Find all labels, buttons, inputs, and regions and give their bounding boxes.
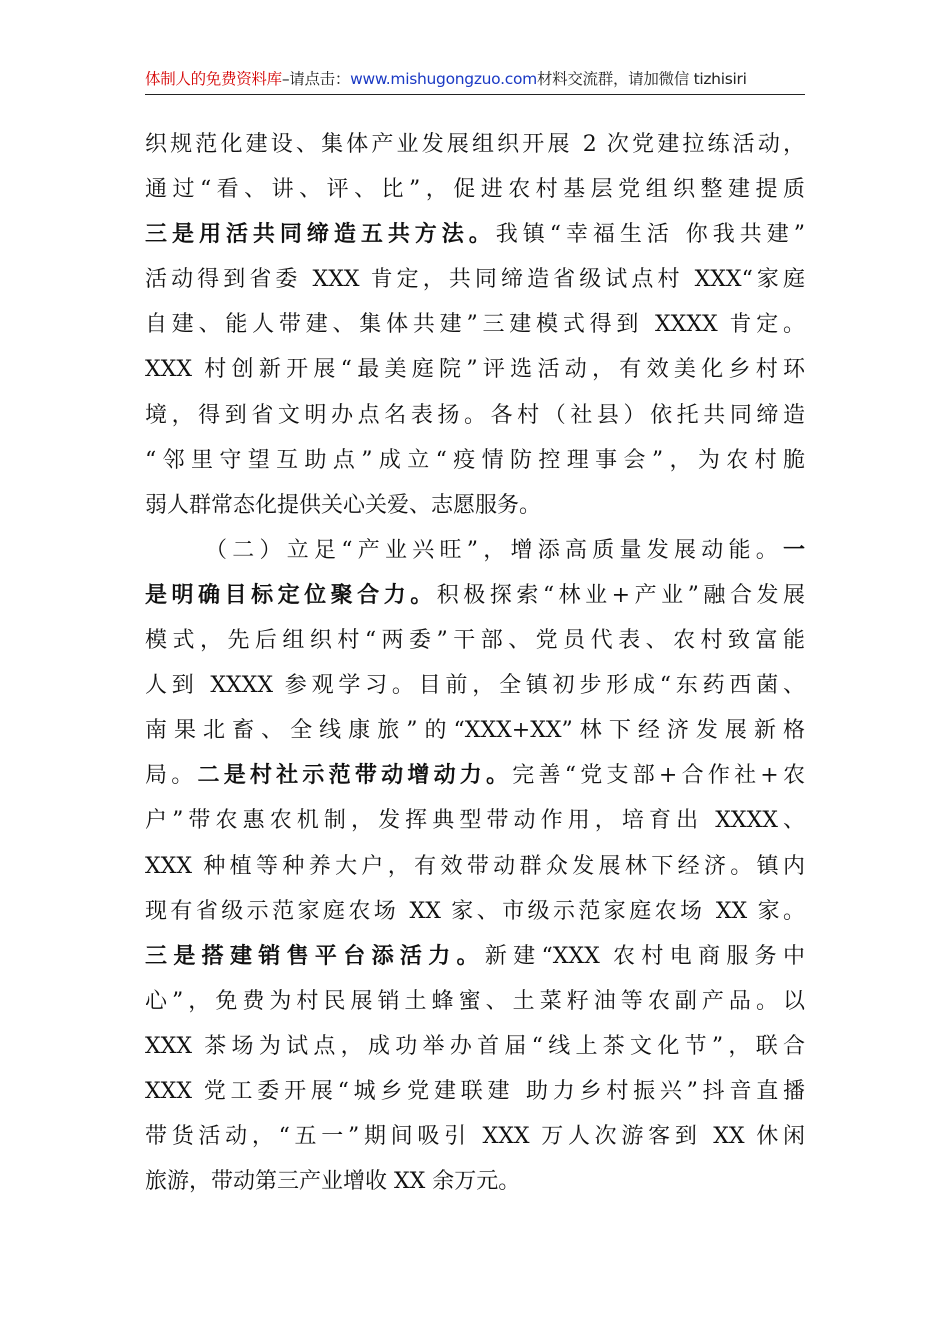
text-run: 积极探索“林业+产业”融合发展	[436, 582, 805, 608]
text-run: XXX 党工委开展“城乡党建联建 助力乡村振兴”抖音直播	[145, 1078, 805, 1104]
text-run: 心”，免费为村民展销土蜂蜜、土菜籽油等农副产品。以	[145, 988, 805, 1014]
text-run: 人到 XXXX 参观学习。目前，全镇初步形成“东药西菌、	[145, 673, 805, 699]
text-run: 自建、能人带建、集体共建”三建模式得到 XXXX 肯定。	[145, 312, 805, 338]
text-line	[145, 1159, 805, 1204]
text-line	[145, 708, 805, 753]
text-line	[145, 438, 805, 483]
page-header	[145, 66, 805, 95]
text-run: 局。	[145, 763, 198, 789]
document-body	[145, 122, 805, 1204]
text-line	[145, 1069, 805, 1114]
text-line	[145, 663, 805, 708]
text-run: XXX 村创新开展“最美庭院”评选活动，有效美化乡村环	[145, 357, 805, 383]
text-run: 模式，先后组织村“两委”干部、党员代表、农村致富能	[145, 628, 805, 654]
text-run: 境，得到省文明办点名表扬。各村（社县）依托共同缔造	[145, 402, 805, 428]
text-run: 旅游，带动第三产业增收 XX 余万元。	[145, 1169, 521, 1195]
text-line	[145, 844, 805, 889]
bold-heading-run: 一	[782, 536, 805, 563]
text-run: 弱人群常态化提供关心关爱、志愿服务。	[145, 492, 542, 518]
text-line	[145, 257, 805, 302]
text-run: 带货活动，“五一”期间吸引 XXX 万人次游客到 XX 休闲	[145, 1124, 805, 1150]
text-line	[145, 347, 805, 392]
text-run: 完善“党支部+合作社+农	[512, 763, 805, 789]
text-line	[145, 393, 805, 438]
text-line	[145, 979, 805, 1024]
text-run: “邻里守望互助点”成立“疫情防控理事会”，为农村脆	[145, 447, 805, 473]
text-run: XXX 种植等种养大户，有效带动群众发展林下经济。镇内	[145, 853, 805, 879]
text-run: 我镇“幸福生活 你我共建”	[495, 222, 805, 248]
text-run: 通过“看、讲、评、比”，促进农村基层党组织整建提质	[145, 177, 805, 203]
header-contact: 材料交流群，请加微信 tizhisiri	[536, 70, 747, 88]
text-run: （二）立足“产业兴旺”，增添高质量发展动能。	[205, 537, 783, 563]
text-run: 活动得到省委 XXX 肯定，共同缔造省级试点村 XXX“家庭	[145, 267, 805, 293]
text-run: XXX 茶场为试点，成功举办首届“线上茶文化节”，联合	[145, 1033, 805, 1059]
text-line	[145, 798, 805, 843]
text-line	[145, 618, 805, 663]
header-brand: 体制人的免费资料库	[145, 70, 282, 88]
header-prompt: –请点击：	[281, 70, 351, 88]
text-run: 织规范化建设、集体产业发展组织开展 2 次党建拉练活动，	[145, 132, 805, 157]
text-run: 户”带农惠农机制，发挥典型带动作用，培育出 XXXX、	[145, 808, 805, 834]
text-line	[145, 212, 805, 257]
bold-heading-run: 三是用活共同缔造五共方法。	[145, 221, 496, 248]
text-line	[145, 1024, 805, 1069]
text-line	[145, 122, 805, 167]
text-line	[145, 573, 805, 618]
bold-heading-run: 二是村社示范带动增动力。	[197, 762, 513, 789]
text-run: 南果北畜、全线康旅”的“XXX+XX”林下经济发展新格	[145, 718, 805, 744]
text-line	[145, 302, 805, 347]
text-line	[145, 528, 805, 573]
text-line	[145, 483, 805, 528]
text-run: 新建“XXX 农村电商服务中	[484, 943, 805, 969]
text-line	[145, 753, 805, 798]
bold-heading-run: 是明确目标定位聚合力。	[145, 581, 437, 608]
text-line	[145, 167, 805, 212]
text-line	[145, 934, 805, 979]
bold-heading-run: 三是搭建销售平台添活力。	[145, 942, 485, 969]
text-line	[145, 889, 805, 934]
text-run: 现有省级示范家庭农场 XX 家、市级示范家庭农场 XX 家。	[145, 898, 805, 924]
text-line	[145, 1114, 805, 1159]
header-url-link[interactable]: www.mishugongzuo.com	[350, 70, 537, 88]
